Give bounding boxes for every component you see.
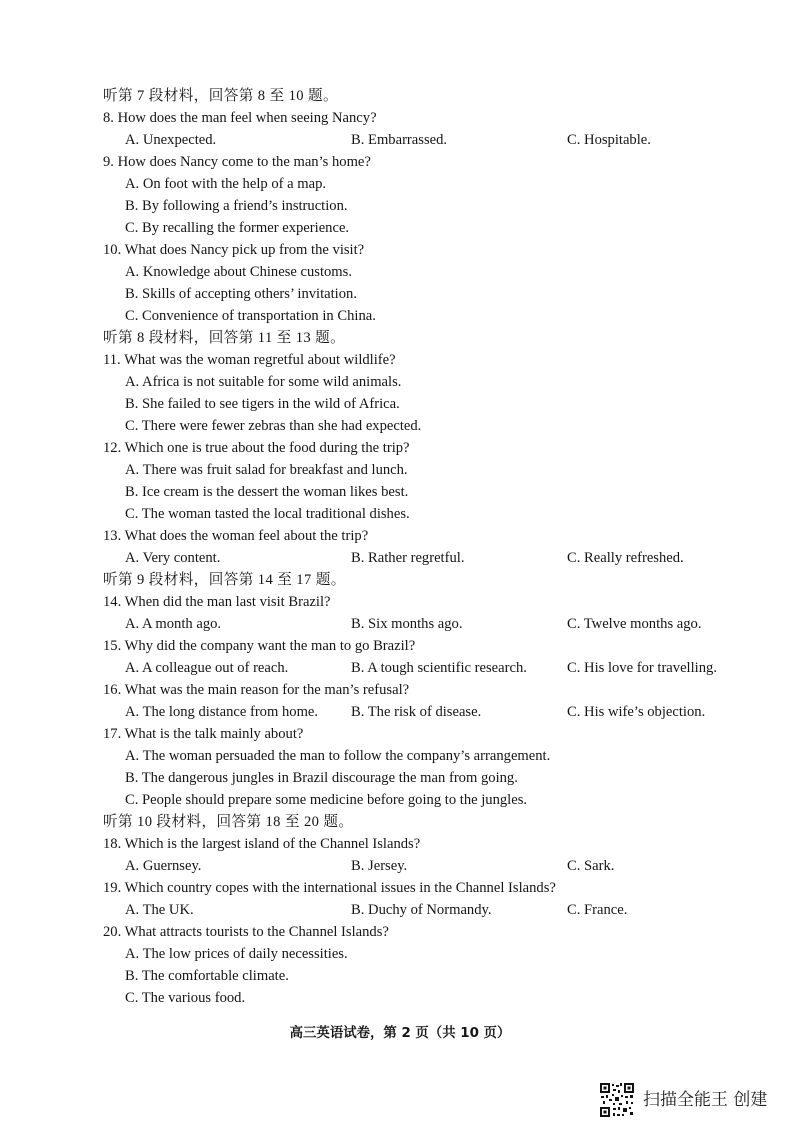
option-c: C. His love for travelling. bbox=[567, 660, 717, 676]
option-a: A. A colleague out of reach. bbox=[125, 660, 289, 676]
option-b: B. The risk of disease. bbox=[351, 704, 482, 720]
option-c: C. By recalling the former experience. bbox=[125, 220, 350, 236]
option-b: B. Jersey. bbox=[351, 858, 408, 874]
option-c: C. Really refreshed. bbox=[567, 550, 684, 566]
option-b: B. Rather regretful. bbox=[351, 550, 465, 566]
option-a: A. There was fruit salad for breakfast and lunch. bbox=[125, 462, 408, 478]
question-text: 8. How does the man feel when seeing Nancy? bbox=[103, 110, 377, 126]
option-c: C. His wife’s objection. bbox=[567, 704, 706, 720]
option-a: A. The UK. bbox=[125, 902, 194, 918]
option-c: C. Hospitable. bbox=[567, 132, 651, 148]
option-b: B. Embarrassed. bbox=[351, 132, 448, 148]
question-text: 11. What was the woman regretful about wildlife? bbox=[103, 352, 396, 368]
option-b: B. Six months ago. bbox=[351, 616, 463, 632]
qr-code-icon bbox=[599, 1082, 635, 1118]
question-text: 18. Which is the largest island of the Channel Islands? bbox=[103, 836, 421, 852]
section-header: 听第 7 段材料，回答第 8 至 10 题。 bbox=[103, 88, 339, 104]
scanner-watermark bbox=[599, 1082, 789, 1118]
option-c: C. People should prepare some medicine before going to the jungles. bbox=[125, 792, 528, 808]
option-a: A. Very content. bbox=[125, 550, 221, 566]
option-a: A. A month ago. bbox=[125, 616, 222, 632]
option-b: B. She failed to see tigers in the wild of Africa. bbox=[125, 396, 400, 412]
option-c: C. The various food. bbox=[125, 990, 246, 1006]
option-b: B. A tough scientific research. bbox=[351, 660, 527, 676]
section-header: 听第 10 段材料，回答第 18 至 20 题。 bbox=[103, 814, 354, 830]
option-c: C. The woman tasted the local traditional dishes. bbox=[125, 506, 410, 522]
question-text: 19. Which country copes with the international issues in the Channel Islands? bbox=[103, 880, 556, 896]
option-a: A. Africa is not suitable for some wild animals. bbox=[125, 374, 402, 390]
question-text: 10. What does Nancy pick up from the visit? bbox=[103, 242, 365, 258]
question-text: 13. What does the woman feel about the trip? bbox=[103, 528, 369, 544]
option-a: A. The low prices of daily necessities. bbox=[125, 946, 348, 962]
section-header: 听第 9 段材料，回答第 14 至 17 题。 bbox=[103, 572, 346, 588]
option-c: C. Twelve months ago. bbox=[567, 616, 702, 632]
option-c: C. Sark. bbox=[567, 858, 615, 874]
option-a: A. Unexpected. bbox=[125, 132, 217, 148]
option-c: C. France. bbox=[567, 902, 628, 918]
option-c: C. Convenience of transportation in China. bbox=[125, 308, 376, 324]
question-text: 17. What is the talk mainly about? bbox=[103, 726, 304, 742]
watermark-text: 扫描全能王 创建 bbox=[643, 1090, 768, 1110]
option-a: A. Guernsey. bbox=[125, 858, 202, 874]
option-a: A. The long distance from home. bbox=[125, 704, 319, 720]
question-text: 12. Which one is true about the food during the trip? bbox=[103, 440, 410, 456]
option-a: A. On foot with the help of a map. bbox=[125, 176, 327, 192]
question-text: 9. How does Nancy come to the man’s home? bbox=[103, 154, 371, 170]
option-b: B. The comfortable climate. bbox=[125, 968, 289, 984]
option-b: B. The dangerous jungles in Brazil discourage the man from going. bbox=[125, 770, 518, 786]
page-footer: 高三英语试卷，第 2 页（共 10 页） bbox=[289, 1026, 511, 1041]
question-text: 16. What was the main reason for the man’s refusal? bbox=[103, 682, 410, 698]
option-a: A. Knowledge about Chinese customs. bbox=[125, 264, 352, 280]
option-b: B. Duchy of Normandy. bbox=[351, 902, 492, 918]
question-text: 20. What attracts tourists to the Channel Islands? bbox=[103, 924, 389, 940]
option-b: B. Skills of accepting others’ invitation. bbox=[125, 286, 357, 302]
option-b: B. Ice cream is the dessert the woman likes best. bbox=[125, 484, 409, 500]
question-text: 15. Why did the company want the man to go Brazil? bbox=[103, 638, 416, 654]
question-text: 14. When did the man last visit Brazil? bbox=[103, 594, 331, 610]
option-b: B. By following a friend’s instruction. bbox=[125, 198, 348, 214]
option-a: A. The woman persuaded the man to follow the company’s arrangement. bbox=[125, 748, 551, 764]
option-c: C. There were fewer zebras than she had expected. bbox=[125, 418, 422, 434]
section-header: 听第 8 段材料，回答第 11 至 13 题。 bbox=[103, 330, 346, 346]
